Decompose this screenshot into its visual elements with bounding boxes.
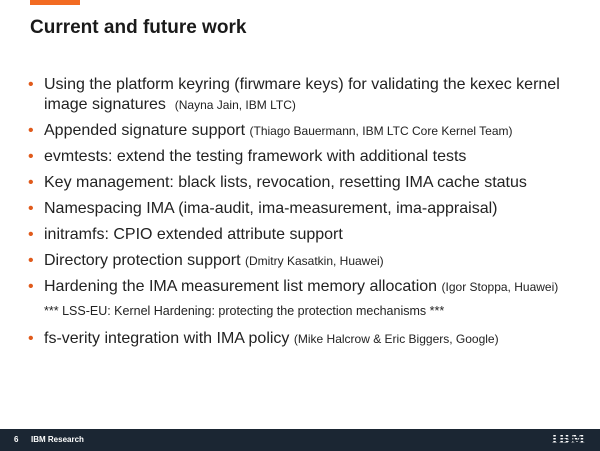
accent-bar	[30, 0, 80, 5]
item-text: Namespacing IMA (ima-audit, ima-measurement, ima-appraisal)	[44, 200, 498, 217]
footer-bar	[0, 429, 600, 451]
bullet-icon: •	[28, 76, 34, 93]
sub-note: *** LSS-EU: Kernel Hardening: protecting the protection mechanisms ***	[44, 304, 445, 318]
slide-title: Current and future work	[30, 17, 247, 38]
item-text: Key management: black lists, revocation, resetting IMA cache status	[44, 174, 527, 191]
list-item	[28, 121, 593, 141]
item-note: (Nayna Jain, IBM LTC)	[174, 98, 296, 112]
page-number: 6	[14, 435, 19, 444]
bullet-icon: •	[28, 174, 34, 191]
item-text: Hardening the IMA measurement list memory allocation	[44, 278, 438, 295]
list-item	[28, 147, 593, 167]
bullet-list	[28, 75, 593, 355]
list-item	[28, 329, 593, 349]
item-note: (Thiago Bauermann, IBM LTC Core Kernel Team)	[249, 124, 513, 138]
item-note: (Mike Halcrow & Eric Biggers, Google)	[293, 332, 499, 346]
bullet-icon: •	[28, 330, 34, 347]
bullet-icon: •	[28, 122, 34, 139]
item-note: (Igor Stoppa, Huawei)	[441, 280, 559, 294]
list-item	[28, 199, 593, 219]
bullet-icon: •	[28, 226, 34, 243]
item-text: initramfs: CPIO extended attribute support	[44, 226, 343, 243]
list-item	[28, 75, 593, 115]
bullet-icon: •	[28, 200, 34, 217]
item-text: fs-verity integration with IMA policy	[44, 330, 290, 347]
list-item	[28, 173, 593, 193]
org-label: IBM Research	[31, 435, 84, 444]
bullet-icon: •	[28, 252, 34, 269]
ibm-logo: IBM	[551, 432, 586, 447]
list-item	[28, 251, 593, 271]
bullet-icon: •	[28, 148, 34, 165]
list-item	[28, 225, 593, 245]
bullet-icon: •	[28, 278, 34, 295]
item-note: (Dmitry Kasatkin, Huawei)	[244, 254, 384, 268]
item-text: Directory protection support	[44, 252, 241, 269]
item-text: Appended signature support	[44, 122, 246, 139]
item-text: evmtests: extend the testing framework with additional tests	[44, 148, 467, 165]
item-text: Using the platform keyring (firwmare keys) for validating the kexec kernel image signatures	[44, 76, 560, 113]
list-item	[28, 277, 593, 297]
